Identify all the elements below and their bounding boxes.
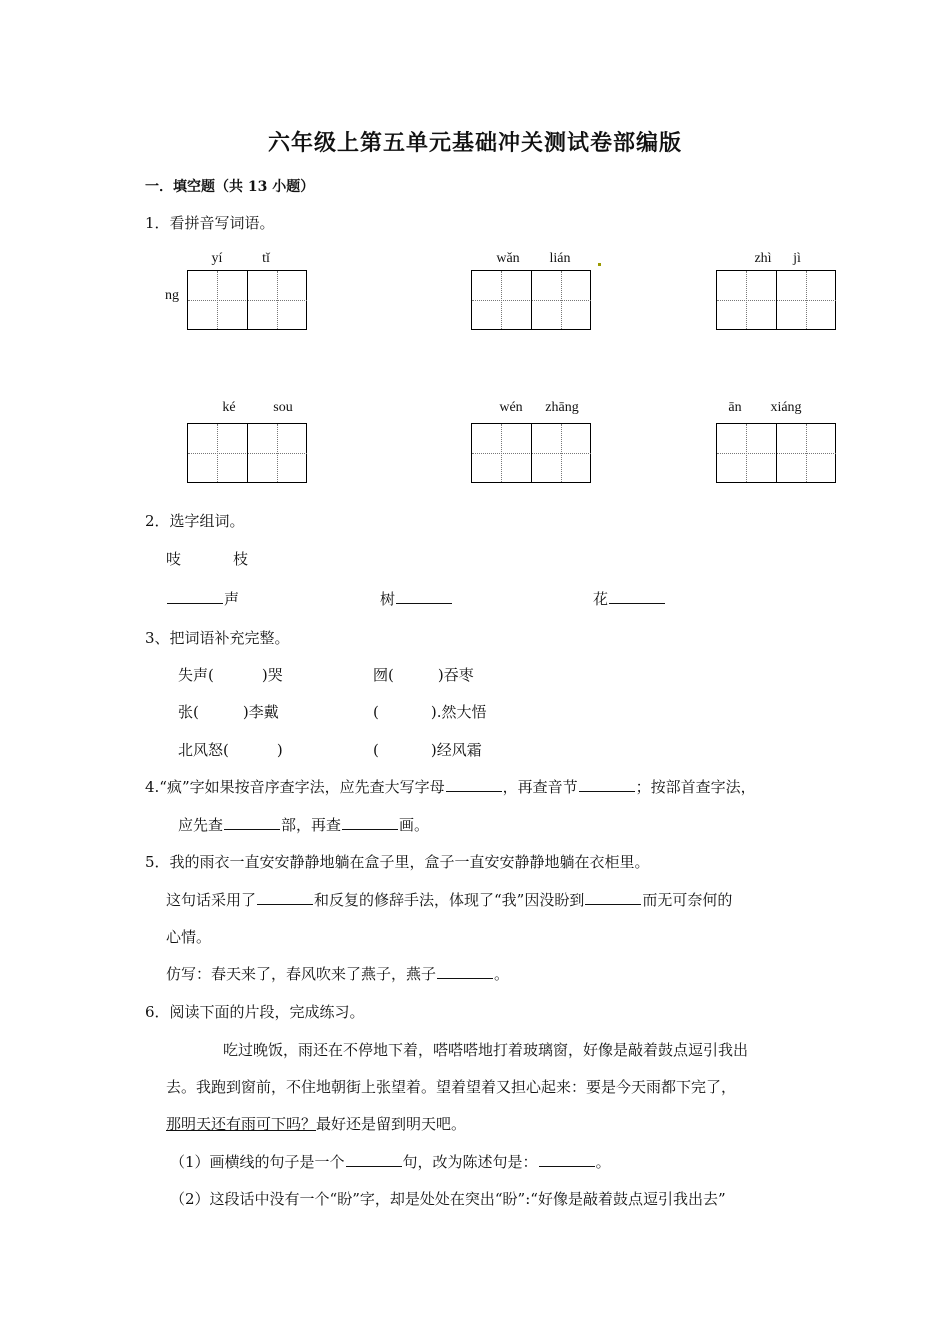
- fill-item: 声: [166, 588, 239, 609]
- answer-blank[interactable]: [167, 588, 223, 604]
- pinyin: sou: [273, 400, 293, 415]
- q1-prompt: 1．看拼音写词语。: [145, 214, 275, 232]
- section-heading: 一．填空题（共 13 小题）: [145, 179, 315, 195]
- page-title: 六年级上第五单元基础冲关测试卷部编版: [267, 130, 682, 156]
- idiom-item: 北风怒( ): [178, 741, 283, 759]
- q5-sentence: 5．我的雨衣一直安安静静地躺在盒子里，盒子一直安安静静地躺在衣柜里。: [145, 853, 650, 871]
- pinyin: ké: [222, 400, 236, 415]
- q6-sub2: （2）这段话中没有一个“盼”字，却是处处在突出“盼”:“好像是敲着鼓点逗引我出去”: [170, 1190, 726, 1208]
- answer-blank[interactable]: [257, 889, 313, 905]
- q5-line3: 心情。: [166, 928, 212, 946]
- answer-blank[interactable]: [539, 1151, 595, 1167]
- idiom-item: ( ).然大悟: [373, 703, 487, 721]
- writing-grid[interactable]: [187, 270, 307, 330]
- answer-blank[interactable]: [396, 588, 452, 604]
- q6-sub1: （1）画横线的句子是一个 句，改为陈述句是： 。: [170, 1153, 611, 1171]
- passage-line: 去。我跑到窗前，不住地朝街上张望着。望着望着又担心起来：要是今天雨都下完了，: [166, 1078, 737, 1096]
- writing-grid[interactable]: [716, 270, 836, 330]
- idiom-item: ( )经风霜: [373, 741, 482, 759]
- answer-blank[interactable]: [609, 588, 665, 604]
- stray-dot: [598, 263, 601, 266]
- pinyin: lián: [549, 251, 571, 266]
- pinyin: wǎn: [496, 251, 520, 266]
- choice-char: 吱: [166, 550, 182, 568]
- fill-item: 树: [380, 588, 453, 609]
- writing-grid[interactable]: [471, 423, 591, 483]
- answer-blank[interactable]: [437, 963, 493, 979]
- q4-line2: 应先查 部，再查 画。: [178, 816, 430, 834]
- q5-line2: 这句话采用了 和反复的修辞手法，体现了“我”因没盼到 而无可奈何的: [166, 891, 733, 909]
- pinyin: jì: [793, 251, 801, 266]
- passage-line: 那明天还有雨可下吗？最好还是留到明天吧。: [166, 1115, 467, 1133]
- writing-grid[interactable]: [716, 423, 836, 483]
- choice-char: 枝: [233, 550, 249, 568]
- underlined-sentence: 那明天还有雨可下吗？: [166, 1115, 317, 1133]
- answer-blank[interactable]: [342, 814, 398, 830]
- answer-blank[interactable]: [224, 814, 280, 830]
- q6-prompt: 6．阅读下面的片段，完成练习。: [145, 1003, 365, 1021]
- fill-item: 花: [593, 588, 666, 609]
- pinyin: zhì: [754, 251, 772, 266]
- answer-blank[interactable]: [346, 1151, 402, 1167]
- passage-line: 吃过晚饭，雨还在不停地下着，嗒嗒嗒地打着玻璃窗，好像是敲着鼓点逗引我出: [223, 1041, 749, 1059]
- stray-text: ng: [165, 288, 179, 303]
- idiom-item: 张( )李戴: [178, 703, 279, 721]
- answer-blank[interactable]: [579, 776, 635, 792]
- q4-line1: 4.“疯”字如果按音序查字法，应先查大写字母 ，再查音节 ；按部首查字法，: [145, 778, 756, 796]
- idiom-item: 囫( )吞枣: [373, 666, 474, 684]
- idiom-item: 失声( )哭: [178, 666, 283, 684]
- pinyin: tǐ: [262, 251, 270, 266]
- q2-prompt: 2．选字组词。: [145, 512, 245, 530]
- writing-grid[interactable]: [471, 270, 591, 330]
- pinyin: zhāng: [545, 400, 579, 415]
- pinyin: yí: [211, 251, 223, 266]
- pinyin: xiáng: [770, 400, 802, 415]
- pinyin: wén: [499, 400, 523, 415]
- q3-prompt: 3、把词语补充完整。: [145, 629, 290, 647]
- answer-blank[interactable]: [585, 889, 641, 905]
- writing-grid[interactable]: [187, 423, 307, 483]
- answer-blank[interactable]: [446, 776, 502, 792]
- q5-imitation: 仿写：春天来了，春风吹来了燕子，燕子 。: [166, 965, 510, 983]
- pinyin: ān: [728, 400, 742, 415]
